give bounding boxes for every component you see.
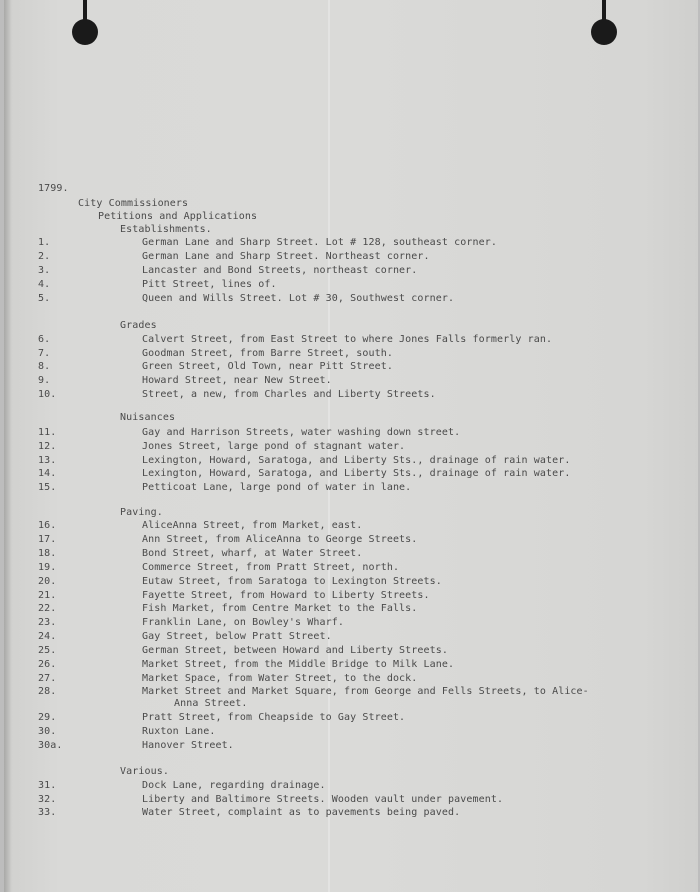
list-item: German Street, between Howard and Liberty Streets. <box>142 645 449 656</box>
document-page <box>4 0 698 892</box>
list-item-continuation: Anna Street. <box>174 698 248 709</box>
item-number: 16. <box>38 520 57 531</box>
list-item: Commerce Street, from Pratt Street, north. <box>142 562 400 573</box>
list-item: Ruxton Lane. <box>142 726 216 737</box>
item-number: 30a. <box>38 740 63 751</box>
item-number: 13. <box>38 455 57 466</box>
item-number: 33. <box>38 807 57 818</box>
section-heading-establishments: Establishments. <box>120 224 212 235</box>
document-subtitle: Petitions and Applications <box>98 211 258 222</box>
item-number: 26. <box>38 659 57 670</box>
list-item: Eutaw Street, from Saratoga to Lexington Streets. <box>142 576 442 587</box>
list-item: German Lane and Sharp Street. Lot # 128, southeast corner. <box>142 237 497 248</box>
document-year: 1799. <box>38 183 69 194</box>
list-item: Dock Lane, regarding drainage. <box>142 780 326 791</box>
item-number: 4. <box>38 279 51 290</box>
list-item: Market Street, from the Middle Bridge to Milk Lane. <box>142 659 455 670</box>
item-number: 17. <box>38 534 57 545</box>
item-number: 27. <box>38 673 57 684</box>
list-item: Pratt Street, from Cheapside to Gay Street. <box>142 712 406 723</box>
list-item: Jones Street, large pond of stagnant water. <box>142 441 406 452</box>
item-number: 25. <box>38 645 57 656</box>
item-number: 12. <box>38 441 57 452</box>
section-heading-grades: Grades <box>120 320 157 331</box>
item-number: 28. <box>38 686 57 697</box>
document-text <box>4 0 698 892</box>
list-item: Howard Street, near New Street. <box>142 375 332 386</box>
list-item: Lexington, Howard, Saratoga, and Liberty Sts., drainage of rain water. <box>142 455 571 466</box>
list-item: German Lane and Sharp Street. Northeast corner. <box>142 251 430 262</box>
item-number: 7. <box>38 348 51 359</box>
item-number: 29. <box>38 712 57 723</box>
item-number: 10. <box>38 389 57 400</box>
section-heading-various: Various. <box>120 766 169 777</box>
list-item: Water Street, complaint as to pavements being paved. <box>142 807 461 818</box>
list-item: Lexington, Howard, Saratoga, and Liberty Sts., drainage of rain water. <box>142 468 571 479</box>
item-number: 3. <box>38 265 51 276</box>
item-number: 32. <box>38 794 57 805</box>
section-heading-nuisances: Nuisances <box>120 412 176 423</box>
department-title: City Commissioners <box>78 198 189 209</box>
item-number: 11. <box>38 427 57 438</box>
list-item: Fish Market, from Centre Market to the Falls. <box>142 603 418 614</box>
list-item: Market Street and Market Square, from George and Fells Streets, to Alice- <box>142 686 589 697</box>
list-item: Petticoat Lane, large pond of water in lane. <box>142 482 412 493</box>
list-item: Liberty and Baltimore Streets. Wooden vault under pavement. <box>142 794 504 805</box>
item-number: 6. <box>38 334 51 345</box>
item-number: 8. <box>38 361 51 372</box>
list-item: Queen and Wills Street. Lot # 30, Southwest corner. <box>142 293 455 304</box>
item-number: 1. <box>38 237 51 248</box>
item-number: 24. <box>38 631 57 642</box>
list-item: Gay and Harrison Streets, water washing down street. <box>142 427 461 438</box>
item-number: 18. <box>38 548 57 559</box>
list-item: Franklin Lane, on Bowley's Wharf. <box>142 617 344 628</box>
list-item: Goodman Street, from Barre Street, south. <box>142 348 393 359</box>
section-heading-paving: Paving. <box>120 507 163 518</box>
list-item: Hanover Street. <box>142 740 234 751</box>
item-number: 14. <box>38 468 57 479</box>
list-item: Pitt Street, lines of. <box>142 279 277 290</box>
item-number: 22. <box>38 603 57 614</box>
list-item: Fayette Street, from Howard to Liberty Streets. <box>142 590 430 601</box>
item-number: 31. <box>38 780 57 791</box>
list-item: Market Space, from Water Street, to the dock. <box>142 673 418 684</box>
item-number: 20. <box>38 576 57 587</box>
list-item: Green Street, Old Town, near Pitt Street. <box>142 361 393 372</box>
item-number: 9. <box>38 375 51 386</box>
list-item: Bond Street, wharf, at Water Street. <box>142 548 363 559</box>
list-item: Street, a new, from Charles and Liberty Streets. <box>142 389 436 400</box>
item-number: 21. <box>38 590 57 601</box>
item-number: 19. <box>38 562 57 573</box>
list-item: Ann Street, from AliceAnna to George Streets. <box>142 534 418 545</box>
list-item: AliceAnna Street, from Market, east. <box>142 520 363 531</box>
item-number: 15. <box>38 482 57 493</box>
list-item: Calvert Street, from East Street to where Jones Falls formerly ran. <box>142 334 553 345</box>
item-number: 5. <box>38 293 51 304</box>
item-number: 23. <box>38 617 57 628</box>
list-item: Gay Street, below Pratt Street. <box>142 631 332 642</box>
list-item: Lancaster and Bond Streets, northeast corner. <box>142 265 418 276</box>
item-number: 30. <box>38 726 57 737</box>
item-number: 2. <box>38 251 51 262</box>
